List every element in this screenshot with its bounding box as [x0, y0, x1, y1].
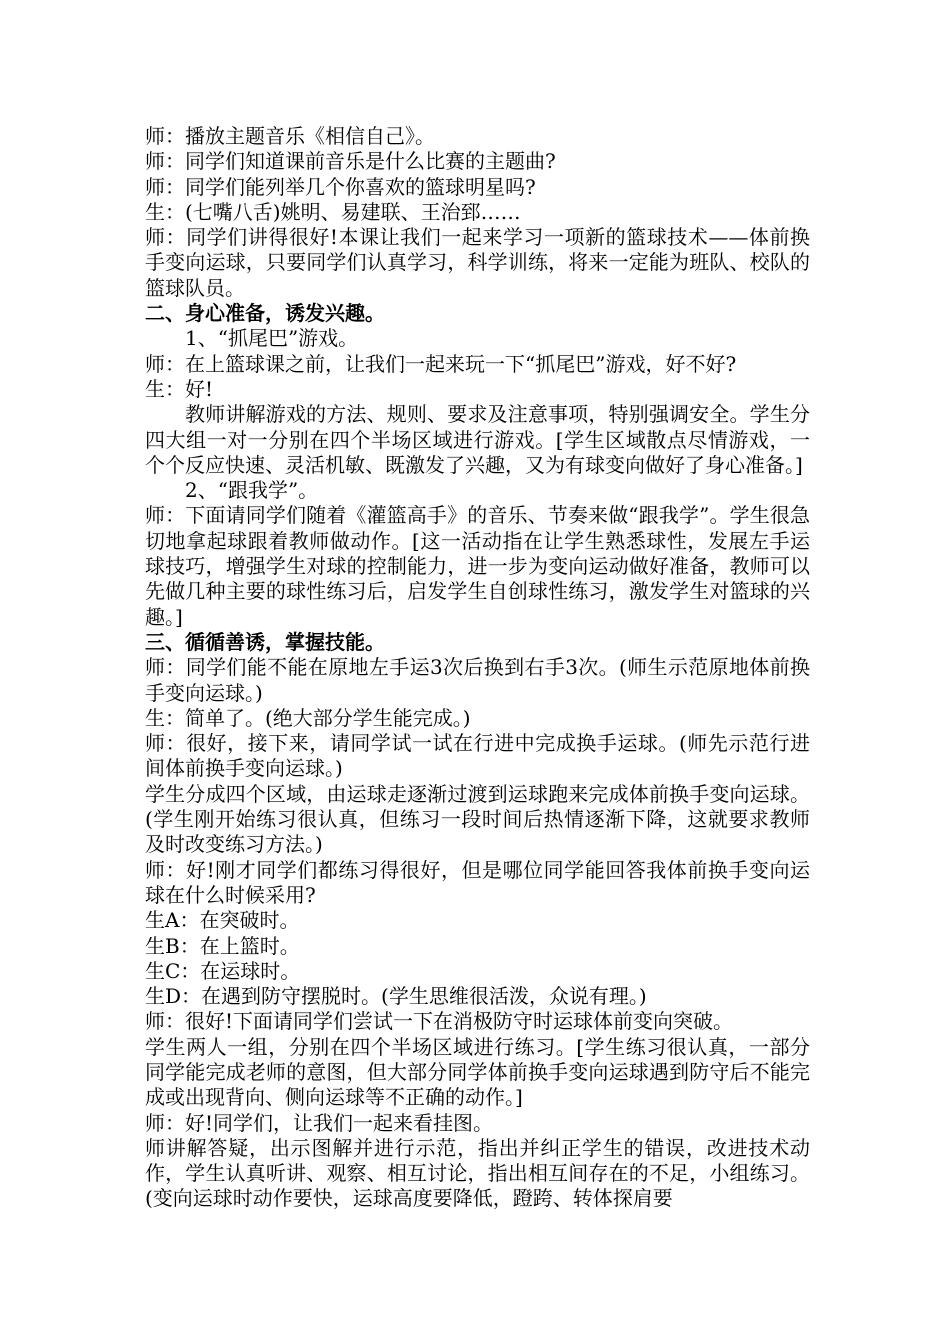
dialogue-line: 师：播放主题音乐《相信自己》。 [145, 124, 435, 148]
dialogue-line: 生B：在上篮时。 [145, 933, 300, 958]
dialogue-line: 生D：在遇到防守摆脱时。(学生思维很活泼，众说有理。) [145, 984, 647, 1009]
section-heading: 三、循循善诱，掌握技能。 [145, 629, 385, 654]
dialogue-line: 师：很好，接下来，请同学试一试在行进中完成换手运球。(师先示范行进间体前换手变向运球。) [145, 731, 810, 781]
dialogue-line: 生C：在运球时。 [145, 958, 301, 983]
body-paragraph: 教师讲解游戏的方法、规则、要求及注意事项，特别强调安全。学生分四大组一对一分别在四个半场区域进行游戏。[学生区域散点尽情游戏，一个个反应快速、灵活机敏、既激发了兴趣，又为有球变向做好了身心准备。] [145, 402, 810, 477]
body-paragraph: 学生两人一组，分别在四个半场区域进行练习。[学生练习很认真，一部分同学能完成老师的意图，但大部分同学体前换手变向运球遇到防守后不能完成或出现背向、侧向运球等不正确的动作。] [145, 1034, 810, 1110]
document-page [145, 124, 810, 1212]
subsection-title: 2、“跟我学”。 [185, 478, 319, 503]
dialogue-line: 生：(七嘴八舌)姚明、易建联、王治郅…… [145, 199, 521, 224]
dialogue-line: 生A：在突破时。 [145, 908, 300, 933]
body-paragraph: 学生分成四个区域，由运球走逐渐过渡到运球跑来完成体前换手变向运球。(学生刚开始练习很认真，但练习一段时间后热情逐渐下降，这就要求教师及时改变练习方法。) [145, 781, 810, 857]
dialogue-line: 师：在上篮球课之前，让我们一起来玩一下“抓尾巴”游戏，好不好? [145, 351, 737, 376]
body-paragraph: 师：下面请同学们随着《灌篮高手》的音乐、节奏来做“跟我学”。学生很急切地拿起球跟着教师做动作。[这一活动指在让学生熟悉球性，发展左手运球技巧，增强学生对球的控制能力，进一步为变向运动做好准备，教师可以先做几种主要的球性练习后，启发学生自创球性练习，激发学生对篮球的兴趣。] [145, 503, 810, 629]
dialogue-line: 师：好!同学们，让我们一起来看挂图。 [145, 1110, 494, 1135]
dialogue-line: 生：简单了。(绝大部分学生能完成。) [145, 705, 471, 730]
dialogue-line: 师：同学们能不能在原地左手运3次后换到右手3次。(师生示范原地体前换手变向运球。) [145, 655, 810, 705]
dialogue-line: 师：很好!下面请同学们尝试一下在消极防守时运球体前变向突破。 [145, 1009, 734, 1034]
body-paragraph: 师讲解答疑，出示图解并进行示范，指出并纠正学生的错误，改进技术动作，学生认真听讲、观察、相互讨论，指出相互间存在的不足，小组练习。(变向运球时动作要快，运球高度要降低，蹬跨、转体探肩要 [145, 1135, 810, 1211]
section-heading: 二、身心准备，诱发兴趣。 [145, 301, 385, 326]
subsection-title: 1、“抓尾巴”游戏。 [185, 326, 359, 351]
dialogue-line: 师：好!刚才同学们都练习得很好，但是哪位同学能回答我体前换手变向运球在什么时候采用? [145, 857, 810, 907]
dialogue-line: 师：同学们能列举几个你喜欢的篮球明星吗? [145, 174, 536, 199]
dialogue-line: 生：好! [145, 376, 214, 401]
dialogue-line: 师：同学们讲得很好!本课让我们一起来学习一项新的篮球技术——体前换手变向运球，只要同学们认真学习，科学训练，将来一定能为班队、校队的篮球队员。 [145, 225, 810, 300]
dialogue-line: 师：同学们知道课前音乐是什么比赛的主题曲? [145, 149, 556, 174]
